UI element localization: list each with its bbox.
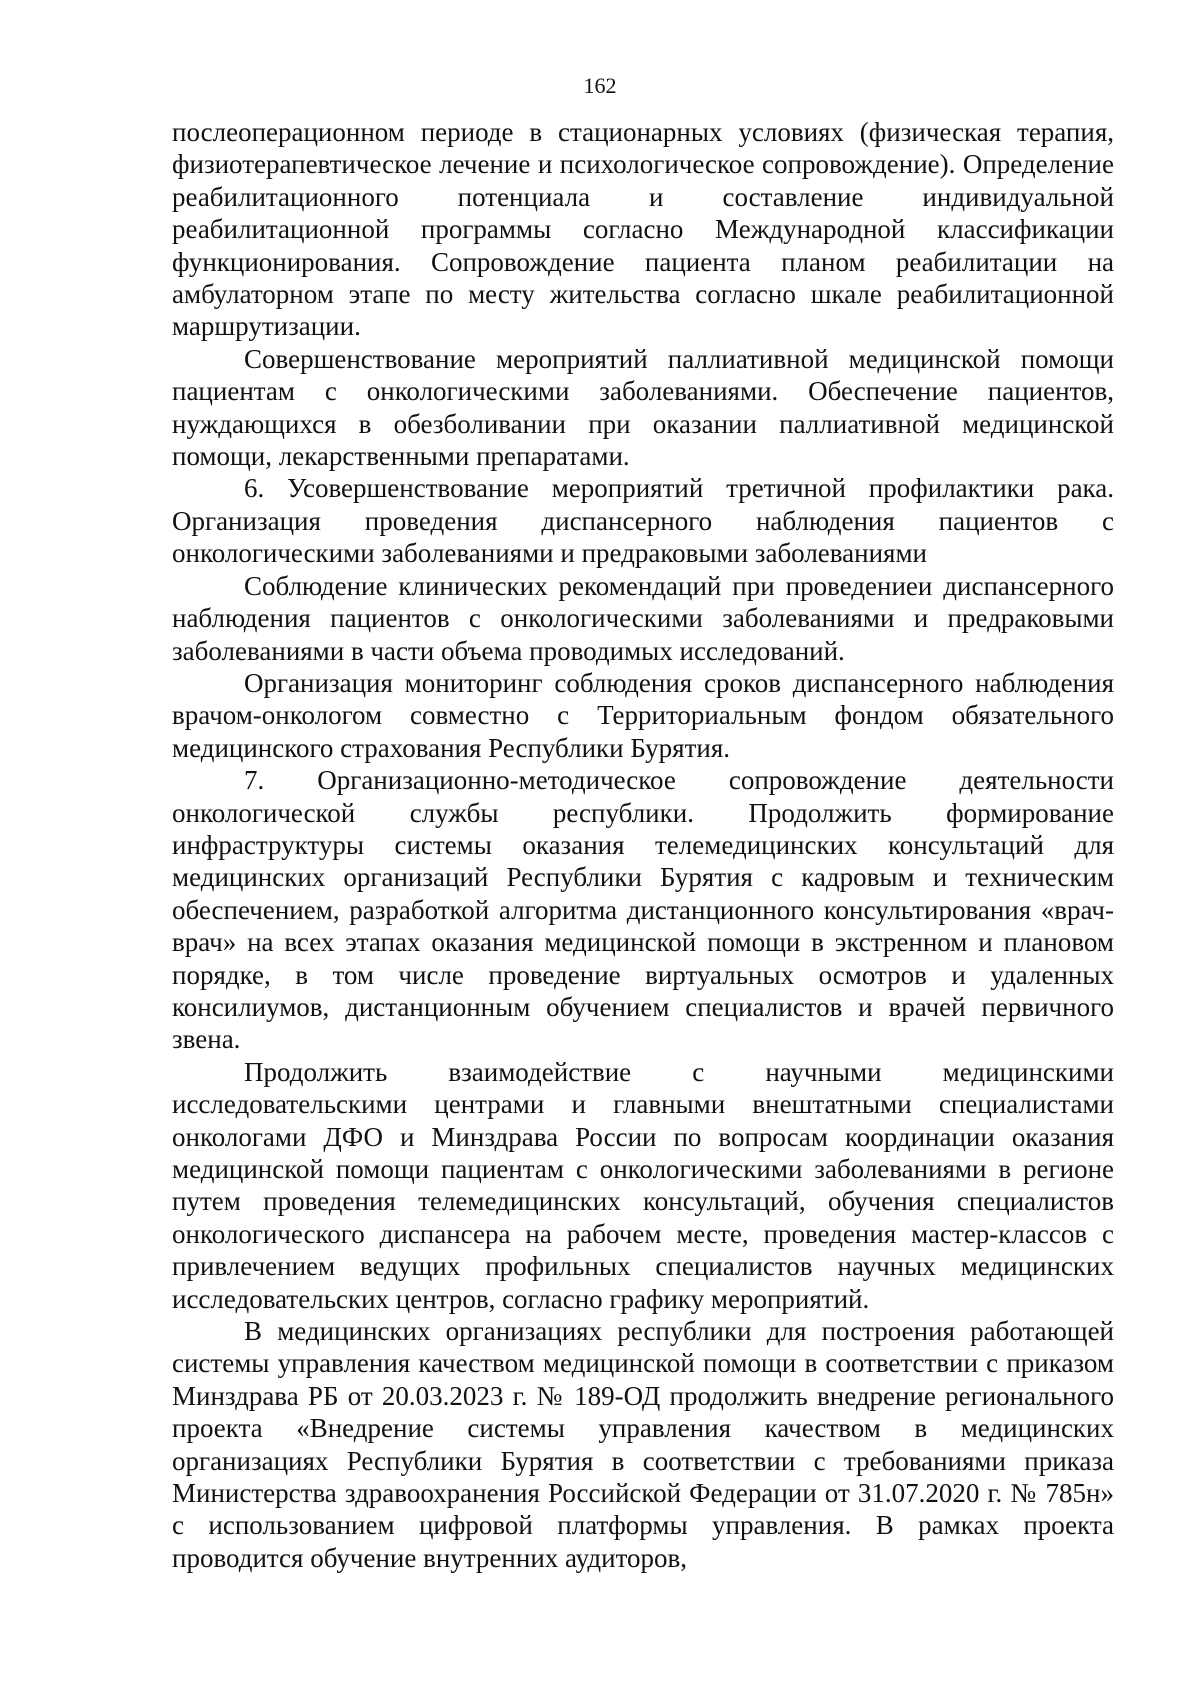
paragraph-clinical-guidelines: Соблюдение клинических рекомендаций при проведениеи диспансерного наблюдения пациентов с онкологическими заболеваниями и предраковыми заболеваниями в части объема проводимых исследований.: [172, 570, 1114, 666]
paragraph-monitoring: Организация мониторинг соблюдения сроков диспансерного наблюдения врачом-онкологом совместно с Территориальным фондом обязательного медицинского страхования Республики Бурятия.: [172, 667, 1114, 763]
page-number: 162: [583, 73, 617, 98]
paragraph-rehabilitation: послеоперационном периоде в стационарных условиях (физическая терапия, физиотерапевтическое лечение и психологическое сопровождение). Определение реабилитационного потенциала и составление индивидуальной реабилитационной программы согласно Международной классификации функционирования. Сопровождение пациента планом реабилитации на амбулаторном этапе по месту жительства согласно шкале реабилитационной маршрутизации.: [172, 117, 1114, 342]
document-body: [172, 116, 1114, 1574]
paragraph-cooperation: Продолжить взаимодействие с научными медицинскими исследовательскими центрами и главными внештатными специалистами онкологами ДФО и Минздрава России по вопросам координации оказания медицинской помощи пациентам с онкологическими заболеваниями в регионе путем проведения телемедицинских консультаций, обучения специалистов онкологического диспансера на рабочем месте, проведения мастер-классов с привлечением ведущих профильных специалистов научных медицинских исследовательских центров, согласно графику мероприятий.: [172, 1056, 1114, 1314]
paragraph-tertiary-prevention: 6. Усовершенствование мероприятий третичной профилактики рака. Организация проведения диспансерного наблюдения пациентов с онкологическими заболеваниями и предраковыми заболеваниями: [172, 473, 1114, 569]
paragraph-quality-management: В медицинских организациях республики для построения работающей системы управления качеством медицинской помощи в соответствии с приказом Минздрава РБ от 20.03.2023 г. № 189-ОД продолжить внедрение регионального проекта «Внедрение системы управления качеством в медицинских организациях Республики Бурятия в соответствии с требованиями приказа Министерства здравоохранения Российской Федерации от 31.07.2020 г. № 785н» с использованием цифровой платформы управления. В рамках проекта проводится обучение внутренних аудиторов,: [172, 1316, 1114, 1573]
paragraph-methodical-support: 7. Организационно-методическое сопровождение деятельности онкологической службы республики. Продолжить формирование инфраструктуры системы оказания телемедицинских консультаций для медицинских организаций Республики Бурятия с кадровым и техническим обеспечением, разработкой алгоритма дистанционного консультирования «врач-врач» на всех этапах оказания медицинской помощи в экстренном и плановом порядке, в том числе проведение виртуальных осмотров и удаленных консилиумов, дистанционным обучением специалистов и врачей первичного звена.: [172, 765, 1114, 1055]
paragraph-palliative-care: Совершенствование мероприятий паллиативной медицинской помощи пациентам с онкологическими заболеваниями. Обеспечение пациентов, нуждающихся в обезболивании при оказании паллиативной медицинской помощи, лекарственными препаратами.: [172, 343, 1114, 472]
